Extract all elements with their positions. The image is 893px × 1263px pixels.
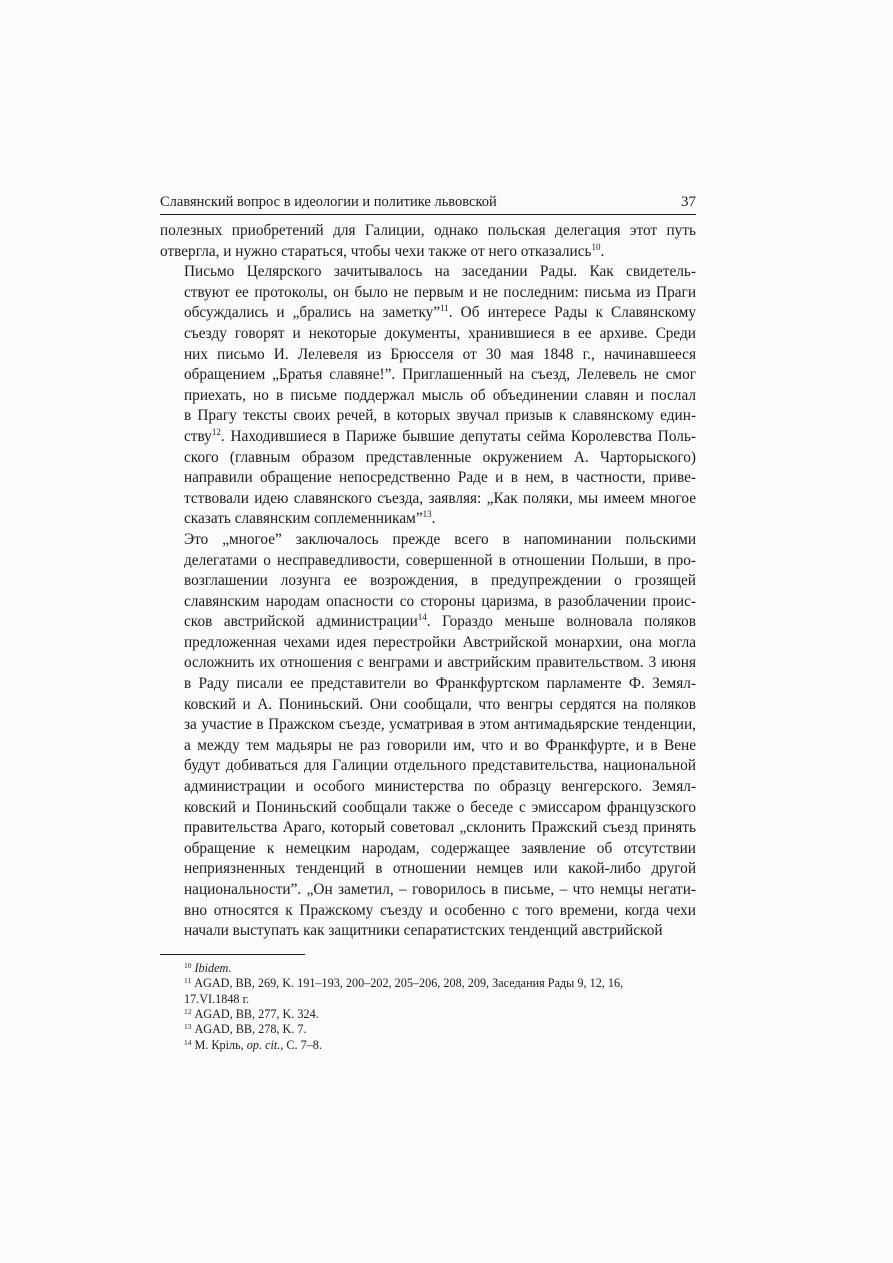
footnote-number: 11 — [184, 976, 192, 986]
text-run: ковский и А. Пониньский. Они сообщали, что венгры сердятся на поляков — [184, 695, 696, 713]
text-line — [160, 839, 696, 860]
text-run: администрации и особого министерства по образцу венгерского. Земял- — [184, 778, 696, 796]
text-run: национальности”. „Он заметил, – говорилось в письме, – что немцы негати- — [184, 881, 696, 898]
text-line — [160, 592, 696, 613]
text-run: . Об интересе Рады к Славянскому — [448, 304, 696, 322]
text-run: в Прагу тексты своих речей, в которых звучал призыв к славянскому един- — [184, 407, 696, 425]
text-run: обсуждались и „брались на заметку” — [184, 304, 441, 322]
paragraph — [160, 262, 696, 530]
text-run: отвергла, и нужно стараться, чтобы чехи также от него отказались — [160, 242, 592, 260]
footnote-line — [184, 1038, 696, 1053]
text-line — [160, 880, 696, 901]
text-run: них письмо И. Лелевеля из Брюсселя от 30 мая 1848 г., начинавшееся — [184, 345, 696, 363]
page-number: 37 — [681, 194, 696, 210]
footnote-line — [184, 1022, 696, 1037]
text-line — [160, 448, 696, 469]
footnote-separator — [160, 954, 305, 955]
text-line — [160, 283, 696, 304]
footnotes — [160, 961, 696, 1053]
italic-text: Ibidem — [194, 960, 229, 975]
text-line — [160, 695, 696, 716]
footnote — [184, 976, 696, 1007]
running-title: Славянский вопрос в идеологии и политике львовской — [160, 194, 497, 210]
text-line — [160, 571, 696, 592]
text-run: за участие в Пражском съезде, усматривая в этом антимадьярские тенденции, — [184, 716, 696, 734]
text-run: направили обращение непосредственно Раде и в нем, в частности, приве- — [184, 469, 696, 487]
text-run: Это „многое” заключалось прежде всего в напоминании польскими — [184, 530, 696, 548]
text-line — [160, 736, 696, 757]
text-run: . — [600, 242, 605, 260]
footnote — [184, 1007, 696, 1022]
text-line — [160, 756, 696, 777]
text-run: полезных приобретений для Галиции, однако польская делегация этот путь — [160, 222, 696, 239]
text-line — [160, 530, 696, 551]
footnote-number: 12 — [184, 1007, 192, 1016]
text-line — [160, 674, 696, 695]
text-line — [160, 653, 696, 674]
text-line — [160, 633, 696, 654]
text-line — [160, 489, 696, 510]
text-run: обращение к немецким народам, содержащее заявление об отсутствии — [184, 839, 696, 857]
text-line — [160, 262, 696, 283]
text-run: в Раду писали ее представители во Франкфуртском парламенте Ф. Земял- — [184, 675, 696, 693]
body-text — [160, 221, 696, 942]
text-line — [160, 303, 696, 324]
footnote — [184, 961, 696, 976]
text-run: осложнить их отношения с венграми и австрийским правительством. 3 июня — [184, 654, 696, 672]
text-run: ствуют ее протоколы, он было не первым и не последним: письма из Праги — [184, 283, 696, 301]
text-run: . — [431, 510, 436, 528]
footnote-line — [184, 961, 696, 976]
text-line — [160, 798, 696, 819]
text-run: AGAD, BB, 277, K. 324. — [194, 1007, 319, 1021]
text-line — [160, 406, 696, 427]
text-run: Письмо Целярского зачитывалось на заседании Рады. Как свидетель- — [184, 263, 696, 281]
text-run: сков австрийской администрации — [184, 613, 418, 631]
text-run: тствовали идею славянского съезда, заявляя: „Как поляки, мы имеем многое — [184, 489, 696, 507]
text-run: съезду говорят и некоторые документы, хранившиеся в ее архиве. Среди — [184, 324, 696, 342]
footnote — [184, 1022, 696, 1037]
text-run: обращением „Братья славяне!”. Приглашенный на съезд, Лелевель не смог — [184, 366, 696, 384]
text-run: вно относятся к Пражскому съезду и особенно с того времени, когда чехи — [184, 901, 696, 919]
text-run: , C. 7–8. — [280, 1037, 322, 1052]
text-run: предложенная чехами идея перестройки Австрийской монархии, она могла — [184, 633, 696, 651]
text-line — [160, 427, 696, 448]
text-line — [160, 386, 696, 407]
footnote-number: 10 — [184, 960, 192, 970]
text-run: . Гораздо меньше волновала поляков — [426, 613, 696, 631]
text-line — [160, 859, 696, 880]
text-run: . — [228, 960, 232, 975]
paragraph — [160, 530, 696, 942]
text-run: а между тем мадьяры не раз говорили им, что и во Франкфурте, и в Вене — [184, 736, 696, 754]
text-run: начали выступать как защитники сепаратистских тенденций австрийской — [184, 922, 663, 940]
text-line — [160, 345, 696, 366]
text-line — [160, 509, 696, 530]
text-run: AGAD, BB, 269, K. 191–193, 200–202, 205–206, 208, 209, Заседания Рады 9, 12, 16, — [194, 976, 624, 991]
text-line — [160, 365, 696, 386]
footnote-number: 13 — [184, 1022, 192, 1032]
text-run: ковский и Пониньский сообщали также о беседе с эмиссаром французского — [184, 798, 696, 816]
text-line — [160, 901, 696, 922]
footnote-ref: 10 — [591, 241, 601, 252]
footnote-ref: 11 — [440, 303, 449, 314]
footnote-line — [184, 1007, 696, 1022]
text-run: ству — [184, 427, 212, 445]
text-run: . Находившиеся в Париже бывшие депутаты сейма Королевства Поль- — [220, 427, 696, 445]
footnote-number: 14 — [184, 1037, 192, 1047]
text-line — [160, 242, 696, 263]
text-line — [160, 715, 696, 736]
text-line — [160, 777, 696, 798]
footnote-ref: 12 — [211, 426, 221, 437]
text-run: будут добиваться для Галиции отдельного представительства, национальной — [184, 757, 696, 775]
text-run: 17.VI.1848 г. — [184, 991, 250, 1006]
text-line — [160, 921, 696, 942]
text-line — [160, 612, 696, 633]
text-run: M. Кріль, — [194, 1037, 247, 1052]
footnote-line — [184, 992, 696, 1007]
text-line — [160, 468, 696, 489]
text-run: возглашении лозунга ее возрождения, в предупреждении о грозящей — [184, 572, 696, 590]
paragraph — [160, 221, 696, 262]
footnote-ref: 13 — [422, 509, 432, 520]
italic-text: op. cit. — [246, 1037, 281, 1052]
footnote-line — [184, 976, 696, 991]
running-header — [160, 193, 696, 215]
text-line — [160, 551, 696, 572]
text-run: неприязненных тенденций в отношении немцев или какой-либо другой — [184, 860, 696, 878]
footnote-ref: 14 — [417, 612, 427, 623]
text-run: приехать, но в письме поддержал мысль об объединении славян и послал — [184, 386, 696, 404]
text-run: сказать славянским соплеменникам” — [184, 510, 423, 528]
text-line — [160, 818, 696, 839]
text-run: AGAD, BB, 278, K. 7. — [194, 1022, 307, 1037]
text-line — [160, 221, 696, 242]
text-run: ского (главным образом представленные окружением А. Чарторыского) — [184, 448, 696, 466]
book-page — [160, 193, 696, 1053]
footnote — [184, 1038, 696, 1053]
text-run: правительства Араго, который советовал „склонить Пражский съезд принять — [184, 819, 696, 837]
text-run: славянским народам опасности со стороны царизма, в разоблачении проис- — [184, 592, 696, 610]
text-line — [160, 324, 696, 345]
text-run: делегатами о несправедливости, совершенной в отношении Польши, в про- — [184, 551, 696, 569]
